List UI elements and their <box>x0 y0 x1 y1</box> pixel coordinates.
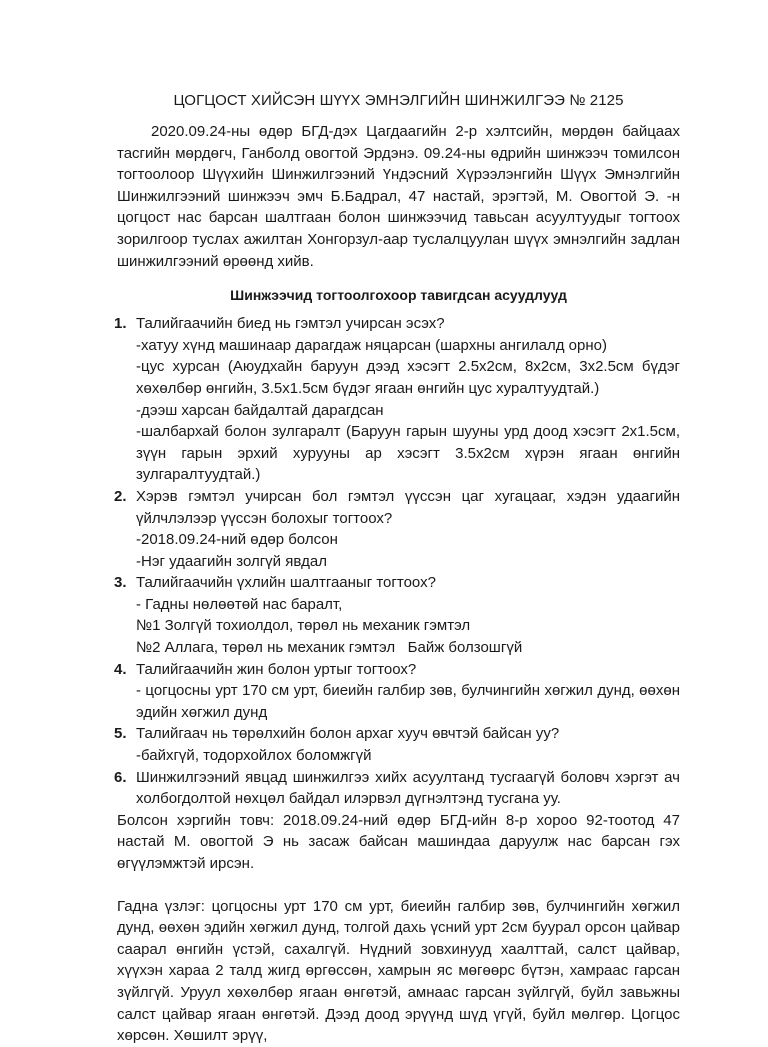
external-exam-paragraph: Гадна үзлэг: цогцосны урт 170 см урт, биеийн галбир зөв, булчингийн хөгжил дунд, өөхөн эдийн хөгжил дунд, толгой дахь үсний урт 2см буурал орсон цайвар саарал өнгийн үстэй, сахалгүй. Нүдний зовхинууд хаалттай, салст цайвар, хүүхэн хараа 2 талд жигд өргөссөн, хамрын яс мөгөөрс бүтэн, хамраас гарсан зүйлгүй. Уруул хөхөлбөр ягаан өнгөтэй, амнаас гарсан зүйлгүй, буйл завьжны салст цайвар ягаан өнгөтэй. Дээд доод эрүүнд шүд үгүй, буйл мөлгөр. Цогцос хөрсөн. Хөшилт эрүү, <box>117 897 680 1045</box>
answer-line: №1 Золгүй тохиолдол, төрөл нь механик гэмтэл <box>136 617 471 635</box>
question-text: Талийгаачийн үхлийн шалтгааныг тогтоох? <box>136 574 436 592</box>
answer-line: -2018.09.24-ний өдөр болсон <box>136 531 338 549</box>
question-number: 5. <box>114 725 127 743</box>
question-number: 2. <box>114 487 127 505</box>
question-number: 1. <box>114 315 127 333</box>
answer-line: -Нэг удаагийн золгүй явдал <box>136 552 328 570</box>
question-item <box>114 659 680 724</box>
page-title: ЦОГЦОСТ ХИЙСЭН ШҮҮХ ЭМНЭЛГИЙН ШИНЖИЛГЭЭ № 2125 <box>173 92 624 109</box>
question-text: Талийгаач нь төрөлхийн болон архаг хууч өвчтэй байсан уу? <box>136 725 560 743</box>
intro-paragraph: 2020.09.24-ны өдөр БГД-дэх Цагдаагийн 2-р хэлтсийн, мөрдөн байцаах тасгийн мөрдөгч, Ганболд овогтой Эрдэнэ. 09.24-ны өдрийн шинжээч томилсон тогтоолоор Шүүхийн Шинжилгээний Үндэсний Хүрээлэнгийн Шүүх Эмнэлгийн Шинжилгээний шинжээч эмч Б.Бадрал, 47 настай, эрэгтэй, М. Овогтой Э. -н цогцост нас барсан шалтгаан болон шинжээчид тавьсан асуултуудыг тогтоох зорилгоор туслах ажилтан Хонгорзул-аар туслалцуулан шүүх эмнэлгийн задлан шинжилгээний өрөөнд хийв. <box>117 123 680 270</box>
answer-line: - цогцосны урт 170 см урт, биеийн галбир зөв, булчингийн хөгжил дунд, өөхөн эдийн хөгжил дунд <box>136 682 680 721</box>
answer-line: -байхгүй, тодорхойлох боломжгүй <box>136 747 372 765</box>
case-summary-paragraph: Болсон хэргийн товч: 2018.09.24-ний өдөр БГД-ийн 8-р хороо 92-тоотод 47 настай М. овогтой Э нь засаж байсан машиндаа даруулж нас барсан гэх өгүүлэмжтэй ирсэн. <box>117 811 680 872</box>
question-item <box>114 723 680 766</box>
answer-line: -хатуу хүнд машинаар дарагдаж няцарсан (шархны ангилалд орно) <box>136 336 607 354</box>
answer-line: -дээш харсан байдалтай дарагдсан <box>136 401 384 419</box>
question-number: 4. <box>114 660 127 678</box>
question-item <box>114 767 680 810</box>
questions-heading: Шинжээчид тогтоолгохоор тавигдсан асуудлууд <box>230 287 567 304</box>
answer-line: -шалбархай болон зулгаралт (Баруун гарын шууны урд доод хэсэгт 2х1.5см, зүүн гарын эрхий хурууны ар хэсэгт 3.5х2см хүрэн ягаан өнгийн зулгаралтуудтай.) <box>136 423 680 484</box>
question-text: Талийгаачийн биед нь гэмтэл учирсан эсэх? <box>136 315 445 333</box>
answer-line: №2 Аллага, төрөл нь механик гэмтэл Байж болзошгүй <box>136 639 523 657</box>
answer-line: -цус хурсан (Аюудхайн баруун дээд хэсэгт 2.5х2см, 8х2см, 3х2.5см бүдэг хөхөлбөр өнгийн, 3.5х1.5см бүдэг ягаан өнгийн цус хуралтуудтай.) <box>136 358 680 397</box>
question-item <box>114 313 680 486</box>
question-text: Шинжилгээний явцад шинжилгээ хийх асуултанд тусгаагүй боловч хэргэт ач холбогдолтой нөхцөл байдал илэрвэл дүгнэлтэнд тусгана уу. <box>136 768 680 808</box>
question-number: 6. <box>114 768 127 786</box>
question-number: 3. <box>114 574 127 592</box>
questions-list <box>114 313 680 810</box>
question-item <box>114 572 680 658</box>
question-text: Талийгаачийн жин болон уртыг тогтоох? <box>136 660 417 678</box>
question-item <box>114 486 680 572</box>
paragraph-gap <box>117 875 680 896</box>
answer-line: - Гадны нөлөөтөй нас баралт, <box>136 595 343 613</box>
question-text: Хэрэв гэмтэл учирсан бол гэмтэл үүссэн цаг хугацааг, хэдэн удаагийн үйлчлэлээр үүссэн болохыг тогтоох? <box>136 487 680 527</box>
